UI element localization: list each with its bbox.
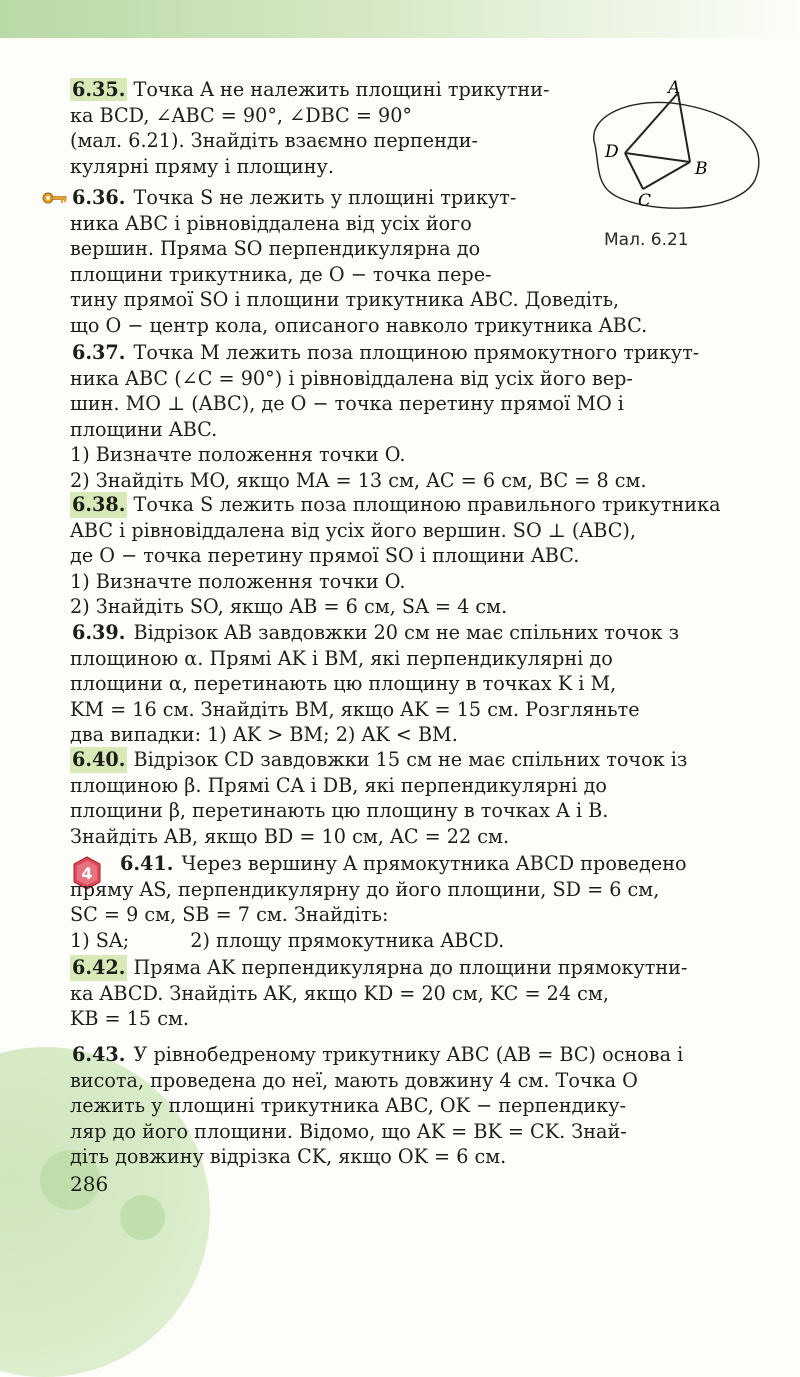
page-number: 286 xyxy=(70,1172,109,1196)
problem-line: лежить у площині трикутника ABC, OK − перпендику- xyxy=(70,1094,626,1118)
problem-line: У рівнобедреному трикутнику ABC (AB = BC) основа і xyxy=(133,1043,684,1066)
problem-line: KM = 16 см. Знайдіть BM, якщо AK = 15 см. Розгляньте xyxy=(70,697,640,721)
problem-line: (мал. 6.21). Знайдіть взаємно перпенди- xyxy=(70,129,478,153)
problem-line: площини β, перетинають цю площину в точках A і B. xyxy=(70,799,609,823)
problem-6-43 xyxy=(70,1042,725,1170)
problem-line: ника ABC (∠C = 90°) і рівновіддалена від усіх його вер- xyxy=(70,366,633,390)
problem-line: шин. MO ⊥ (ABC), де O − точка перетину прямої MO і xyxy=(70,392,624,416)
problem-line: площини ABC. xyxy=(70,417,218,441)
problem-number: 6.37. xyxy=(72,341,126,364)
problem-line: ка ABCD. Знайдіть AK, якщо KD = 20 см, KC = 24 см, xyxy=(70,981,609,1005)
problem-6-35 xyxy=(70,77,560,179)
problem-line: Відрізок AB завдовжки 20 см не має спільних точок з xyxy=(133,621,680,644)
top-decor-bar xyxy=(0,0,800,38)
problem-number: 6.35. xyxy=(72,78,126,101)
problem-line: Через вершину A прямокутника ABCD проведено xyxy=(181,852,687,875)
problem-line: площини трикутника, де O − точка пере- xyxy=(70,262,492,286)
problem-line: ка BCD, ∠ABC = 90°, ∠DBC = 90° xyxy=(70,103,413,127)
problem-line: Точка M лежить поза площиною прямокутного трикут- xyxy=(133,341,700,364)
figure-caption: Мал. 6.21 xyxy=(604,230,689,250)
problem-number: 6.41. xyxy=(120,852,174,875)
key-icon xyxy=(42,190,68,206)
problem-number: 6.36. xyxy=(72,186,126,209)
problem-line: кулярні пряму і площину. xyxy=(70,154,334,178)
problem-number: 6.39. xyxy=(72,621,126,644)
problem-line: ABC і рівновіддалена від усіх його вершин. SO ⊥ (ABC), xyxy=(70,518,636,542)
label-c: C xyxy=(638,191,652,211)
problem-line: тину прямої SO і площини трикутника ABC. Доведіть, xyxy=(70,288,620,312)
problem-6-42 xyxy=(70,955,725,1032)
problem-line: Пряма AK перпендикулярна до площини прямокутни- xyxy=(133,956,688,979)
problem-line: Знайдіть AB, якщо BD = 10 см, AC = 22 см. xyxy=(70,824,510,848)
problem-line: 2) Знайдіть MO, якщо MA = 13 см, AC = 6 см, BC = 8 см. xyxy=(70,468,647,492)
problem-line: 1) SA; 2) площу прямокутника ABCD. xyxy=(70,928,505,952)
label-d: D xyxy=(605,142,619,162)
problem-line: Відрізок CD завдовжки 15 см не має спільних точок із xyxy=(133,748,688,771)
problem-line: площини α, перетинають цю площину в точках K і M, xyxy=(70,672,617,696)
problem-line: 1) Визначте положення точки O. xyxy=(70,569,406,593)
problem-line: де O − точка перетину прямої SO і площини ABC. xyxy=(70,544,580,568)
problem-line: Точка A не належить площині трикутни- xyxy=(133,78,550,101)
problem-number: 6.40. xyxy=(72,748,126,771)
problem-line: два випадки: 1) AK > BM; 2) AK < BM. xyxy=(70,723,458,747)
problem-line: ляр до його площини. Відомо, що AK = BK = CK. Знай- xyxy=(70,1119,627,1143)
problem-6-41 xyxy=(70,851,725,953)
problem-number: 6.43. xyxy=(72,1043,126,1066)
problem-6-39 xyxy=(70,620,725,748)
problem-line: площиною β. Прямі CA і DB, які перпендикулярні до xyxy=(70,773,607,797)
label-a: A xyxy=(668,78,681,98)
problem-line: 2) Знайдіть SO, якщо AB = 6 см, SA = 4 см. xyxy=(70,595,508,619)
problem-6-36 xyxy=(70,185,725,339)
label-b: B xyxy=(695,159,708,179)
problem-line: діть довжину відрізка CK, якщо OK = 6 см. xyxy=(70,1145,507,1169)
problem-line: ника ABC і рівновіддалена від усіх його xyxy=(70,211,472,235)
problem-line: що O − центр кола, описаного навколо трикутника ABC. xyxy=(70,313,648,337)
problem-line: SC = 9 см, SB = 7 см. Знайдіть: xyxy=(70,903,389,927)
corner-dot xyxy=(120,1195,165,1240)
problem-line: Точка S лежить поза площиною правильного трикутника xyxy=(133,493,721,516)
problem-line: висота, проведена до неї, мають довжину 4 см. Точка O xyxy=(70,1068,638,1092)
problem-line: 1) Визначте положення точки O. xyxy=(70,443,406,467)
problem-line: Точка S не лежить у площині трикут- xyxy=(133,186,517,209)
problem-line: KB = 15 см. xyxy=(70,1007,189,1031)
problem-6-40 xyxy=(70,747,725,849)
problem-6-38 xyxy=(70,492,725,620)
problem-number: 6.42. xyxy=(72,956,126,979)
problem-number: 6.38. xyxy=(72,493,126,516)
problem-line: пряму AS, перпендикулярну до його площини, SD = 6 см, xyxy=(70,877,660,901)
problem-6-37 xyxy=(70,340,725,494)
problem-line: вершин. Пряма SO перпендикулярна до xyxy=(70,237,481,261)
problem-line: площиною α. Прямі AK і BM, які перпендикулярні до xyxy=(70,646,613,670)
level-badge-text: 4 xyxy=(81,864,93,883)
